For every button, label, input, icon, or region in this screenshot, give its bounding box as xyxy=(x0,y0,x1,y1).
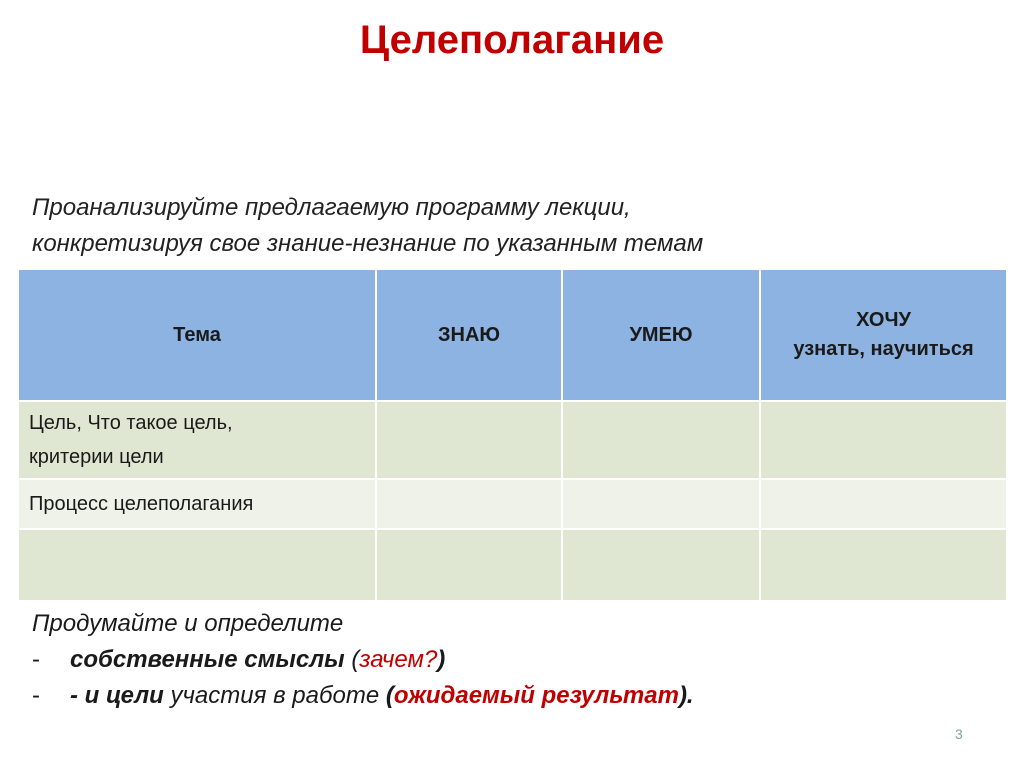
can-cell[interactable] xyxy=(563,402,759,478)
want-cell[interactable] xyxy=(761,530,1006,600)
slide-title: Целеполагание xyxy=(359,18,665,62)
table-row xyxy=(19,530,1006,600)
paren: ( xyxy=(344,646,360,673)
header-want-title: ХОЧУ xyxy=(856,309,911,331)
page-number: 3 xyxy=(955,726,963,742)
bullet-pre: - и xyxy=(70,682,106,709)
intro-text xyxy=(32,190,703,262)
bullet-bold: собственные смыслы xyxy=(70,646,345,673)
topic-cell: Процесс целеполагания xyxy=(19,480,375,528)
bullet-2 xyxy=(32,678,694,714)
topic-cell xyxy=(19,402,375,478)
table-row xyxy=(19,402,1006,478)
dash: - xyxy=(32,646,40,673)
bullet-bold: цели xyxy=(106,682,164,709)
bullet-red: зачем? xyxy=(359,646,438,673)
can-cell[interactable] xyxy=(563,530,759,600)
outro-text xyxy=(32,606,694,714)
header-can: УМЕЮ xyxy=(563,270,759,400)
bullet-1 xyxy=(32,642,694,678)
dash: - xyxy=(32,682,40,709)
intro-line-2: конкретизируя свое знание-незнание по указанным темам xyxy=(32,230,704,257)
header-want xyxy=(761,270,1006,400)
topic-line: Цель, Что такое цель, xyxy=(29,412,233,434)
intro-line-1: Проанализируйте предлагаемую программу лекции, xyxy=(32,194,631,221)
paren: ) xyxy=(437,646,446,673)
bullet-mid: участия в работе xyxy=(163,682,386,709)
header-topic: Тема xyxy=(19,270,375,400)
know-cell[interactable] xyxy=(377,480,561,528)
paren: ). xyxy=(678,682,694,709)
outro-lead: Продумайте и определите xyxy=(32,610,344,637)
topic-line: критерии цели xyxy=(29,446,164,468)
header-want-sub: узнать, научиться xyxy=(793,338,974,360)
knowledge-table xyxy=(17,268,1008,602)
bullet-red: ожидаемый результат xyxy=(393,682,679,709)
header-know: ЗНАЮ xyxy=(377,270,561,400)
paren: ( xyxy=(385,682,394,709)
can-cell[interactable] xyxy=(563,480,759,528)
table-header-row xyxy=(19,270,1006,400)
want-cell[interactable] xyxy=(761,480,1006,528)
table-row xyxy=(19,480,1006,528)
topic-cell[interactable] xyxy=(19,530,375,600)
know-cell[interactable] xyxy=(377,530,561,600)
know-cell[interactable] xyxy=(377,402,561,478)
want-cell[interactable] xyxy=(761,402,1006,478)
